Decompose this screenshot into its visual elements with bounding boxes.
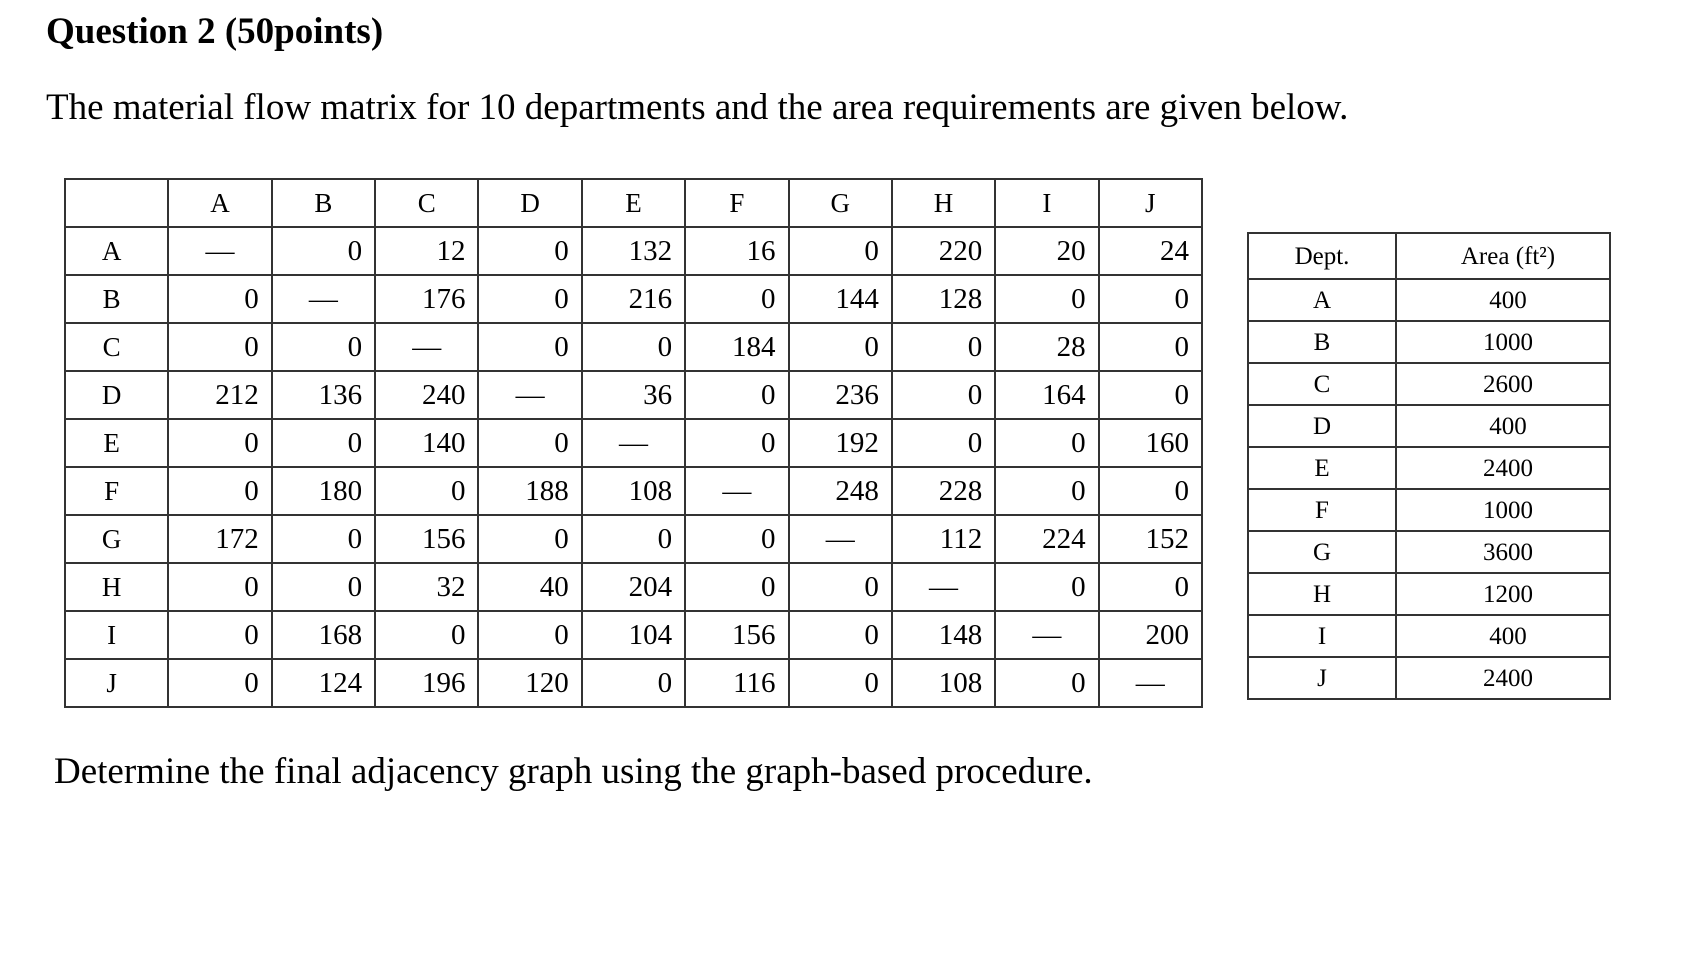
flow-matrix-body: [65, 179, 1202, 707]
task-text: Determine the final adjacency graph using the graph-based procedure.: [54, 751, 1093, 792]
flow-cell: 0: [375, 467, 478, 515]
flow-cell: —: [685, 467, 788, 515]
flow-cell: —: [582, 419, 685, 467]
row-header: J: [65, 659, 168, 707]
area-cell: 400: [1396, 405, 1610, 447]
flow-cell: 148: [892, 611, 995, 659]
area-row: [1248, 531, 1610, 573]
flow-cell: 0: [995, 467, 1098, 515]
flow-row: [65, 515, 1202, 563]
flow-cell: 0: [582, 659, 685, 707]
row-header: D: [65, 371, 168, 419]
flow-cell: 104: [582, 611, 685, 659]
flow-cell: 132: [582, 227, 685, 275]
flow-cell: 0: [1099, 467, 1202, 515]
flow-cell: 184: [685, 323, 788, 371]
flow-cell: 116: [685, 659, 788, 707]
dept-cell: C: [1248, 363, 1396, 405]
flow-cell: 0: [582, 515, 685, 563]
flow-cell: 0: [1099, 323, 1202, 371]
flow-cell: 200: [1099, 611, 1202, 659]
flow-cell: 16: [685, 227, 788, 275]
flow-cell: 204: [582, 563, 685, 611]
flow-row: [65, 467, 1202, 515]
flow-cell: —: [375, 323, 478, 371]
flow-cell: 140: [375, 419, 478, 467]
flow-cell: 0: [478, 323, 581, 371]
flow-cell: 0: [168, 275, 271, 323]
flow-cell: 0: [582, 323, 685, 371]
flow-cell: 144: [789, 275, 892, 323]
flow-cell: 192: [789, 419, 892, 467]
col-header: I: [995, 179, 1098, 227]
area-row: [1248, 363, 1610, 405]
flow-cell: 228: [892, 467, 995, 515]
flow-cell: 224: [995, 515, 1098, 563]
area-cell: 400: [1396, 279, 1610, 321]
flow-cell: 176: [375, 275, 478, 323]
flow-row: [65, 275, 1202, 323]
flow-cell: 0: [789, 227, 892, 275]
flow-row: [65, 563, 1202, 611]
col-header: J: [1099, 179, 1202, 227]
area-cell: 2400: [1396, 447, 1610, 489]
col-header: B: [272, 179, 375, 227]
flow-cell: —: [168, 227, 271, 275]
flow-cell: 0: [685, 275, 788, 323]
flow-matrix-table: [64, 178, 1203, 708]
flow-cell: 212: [168, 371, 271, 419]
flow-cell: 0: [478, 419, 581, 467]
flow-cell: 0: [789, 659, 892, 707]
flow-cell: 236: [789, 371, 892, 419]
flow-cell: —: [1099, 659, 1202, 707]
dept-cell: A: [1248, 279, 1396, 321]
flow-cell: 0: [272, 563, 375, 611]
flow-cell: 0: [272, 323, 375, 371]
flow-cell: 188: [478, 467, 581, 515]
flow-cell: 28: [995, 323, 1098, 371]
flow-cell: 0: [168, 659, 271, 707]
flow-row: [65, 227, 1202, 275]
area-row: [1248, 447, 1610, 489]
flow-cell: 0: [478, 515, 581, 563]
flow-cell: 0: [789, 611, 892, 659]
flow-cell: 0: [478, 227, 581, 275]
row-header: C: [65, 323, 168, 371]
dept-cell: G: [1248, 531, 1396, 573]
flow-cell: —: [478, 371, 581, 419]
intro-text: The material flow matrix for 10 departments and the area requirements are given below.: [46, 87, 1349, 128]
flow-cell: 0: [1099, 563, 1202, 611]
flow-cell: 0: [375, 611, 478, 659]
flow-cell: —: [995, 611, 1098, 659]
flow-cell: —: [272, 275, 375, 323]
area-table-body: [1248, 279, 1610, 699]
flow-cell: 24: [1099, 227, 1202, 275]
flow-cell: 108: [582, 467, 685, 515]
flow-cell: 0: [995, 563, 1098, 611]
flow-cell: 156: [685, 611, 788, 659]
flow-cell: 156: [375, 515, 478, 563]
row-header: B: [65, 275, 168, 323]
corner-cell: [65, 179, 168, 227]
flow-cell: 0: [1099, 275, 1202, 323]
flow-cell: —: [789, 515, 892, 563]
flow-row: [65, 419, 1202, 467]
row-header: F: [65, 467, 168, 515]
flow-cell: 20: [995, 227, 1098, 275]
flow-cell: 0: [995, 275, 1098, 323]
row-header: H: [65, 563, 168, 611]
flow-cell: 196: [375, 659, 478, 707]
dept-cell: B: [1248, 321, 1396, 363]
area-cell: 1200: [1396, 573, 1610, 615]
flow-cell: 108: [892, 659, 995, 707]
area-row: [1248, 321, 1610, 363]
flow-cell: 0: [168, 611, 271, 659]
dept-cell: J: [1248, 657, 1396, 699]
area-row: [1248, 615, 1610, 657]
flow-cell: 0: [789, 323, 892, 371]
flow-cell: 160: [1099, 419, 1202, 467]
flow-cell: 0: [892, 371, 995, 419]
flow-cell: 0: [995, 659, 1098, 707]
area-row: [1248, 279, 1610, 321]
flow-cell: 0: [685, 515, 788, 563]
col-header: F: [685, 179, 788, 227]
flow-cell: 36: [582, 371, 685, 419]
flow-cell: 0: [168, 323, 271, 371]
flow-cell: 136: [272, 371, 375, 419]
flow-cell: 0: [685, 563, 788, 611]
flow-cell: 152: [1099, 515, 1202, 563]
col-header: A: [168, 179, 271, 227]
col-header: C: [375, 179, 478, 227]
flow-cell: 0: [478, 275, 581, 323]
area-cell: 1000: [1396, 321, 1610, 363]
flow-row: [65, 659, 1202, 707]
dept-header: Dept.: [1248, 233, 1396, 279]
dept-cell: H: [1248, 573, 1396, 615]
flow-cell: 0: [168, 467, 271, 515]
area-cell: 2600: [1396, 363, 1610, 405]
col-header: D: [478, 179, 581, 227]
row-header: I: [65, 611, 168, 659]
flow-cell: 0: [892, 323, 995, 371]
flow-cell: 180: [272, 467, 375, 515]
area-row: [1248, 405, 1610, 447]
flow-cell: 248: [789, 467, 892, 515]
question-heading: Question 2 (50points): [46, 11, 384, 52]
flow-cell: 128: [892, 275, 995, 323]
area-cell: 1000: [1396, 489, 1610, 531]
area-cell: 2400: [1396, 657, 1610, 699]
area-row: [1248, 657, 1610, 699]
row-header: E: [65, 419, 168, 467]
area-header-row: [1248, 233, 1610, 279]
area-requirements-table: [1247, 232, 1611, 700]
flow-cell: 168: [272, 611, 375, 659]
flow-cell: 0: [272, 515, 375, 563]
flow-cell: 0: [168, 563, 271, 611]
area-row: [1248, 489, 1610, 531]
flow-cell: 220: [892, 227, 995, 275]
flow-header-row: [65, 179, 1202, 227]
area-cell: 3600: [1396, 531, 1610, 573]
flow-cell: 0: [995, 419, 1098, 467]
flow-cell: 0: [168, 419, 271, 467]
flow-cell: 0: [789, 563, 892, 611]
flow-cell: 120: [478, 659, 581, 707]
row-header: A: [65, 227, 168, 275]
dept-cell: I: [1248, 615, 1396, 657]
area-row: [1248, 573, 1610, 615]
flow-cell: 40: [478, 563, 581, 611]
area-header: Area (ft²): [1396, 233, 1610, 279]
col-header: H: [892, 179, 995, 227]
flow-cell: 112: [892, 515, 995, 563]
col-header: G: [789, 179, 892, 227]
flow-cell: 0: [685, 371, 788, 419]
flow-row: [65, 611, 1202, 659]
flow-cell: 0: [272, 419, 375, 467]
flow-cell: 124: [272, 659, 375, 707]
flow-row: [65, 371, 1202, 419]
flow-cell: 0: [685, 419, 788, 467]
dept-cell: E: [1248, 447, 1396, 489]
flow-cell: 0: [892, 419, 995, 467]
area-cell: 400: [1396, 615, 1610, 657]
flow-cell: 0: [478, 611, 581, 659]
flow-cell: 32: [375, 563, 478, 611]
flow-cell: —: [892, 563, 995, 611]
col-header: E: [582, 179, 685, 227]
flow-cell: 0: [1099, 371, 1202, 419]
dept-cell: F: [1248, 489, 1396, 531]
flow-cell: 0: [272, 227, 375, 275]
flow-cell: 216: [582, 275, 685, 323]
flow-cell: 164: [995, 371, 1098, 419]
row-header: G: [65, 515, 168, 563]
flow-row: [65, 323, 1202, 371]
dept-cell: D: [1248, 405, 1396, 447]
flow-cell: 172: [168, 515, 271, 563]
flow-cell: 12: [375, 227, 478, 275]
flow-cell: 240: [375, 371, 478, 419]
